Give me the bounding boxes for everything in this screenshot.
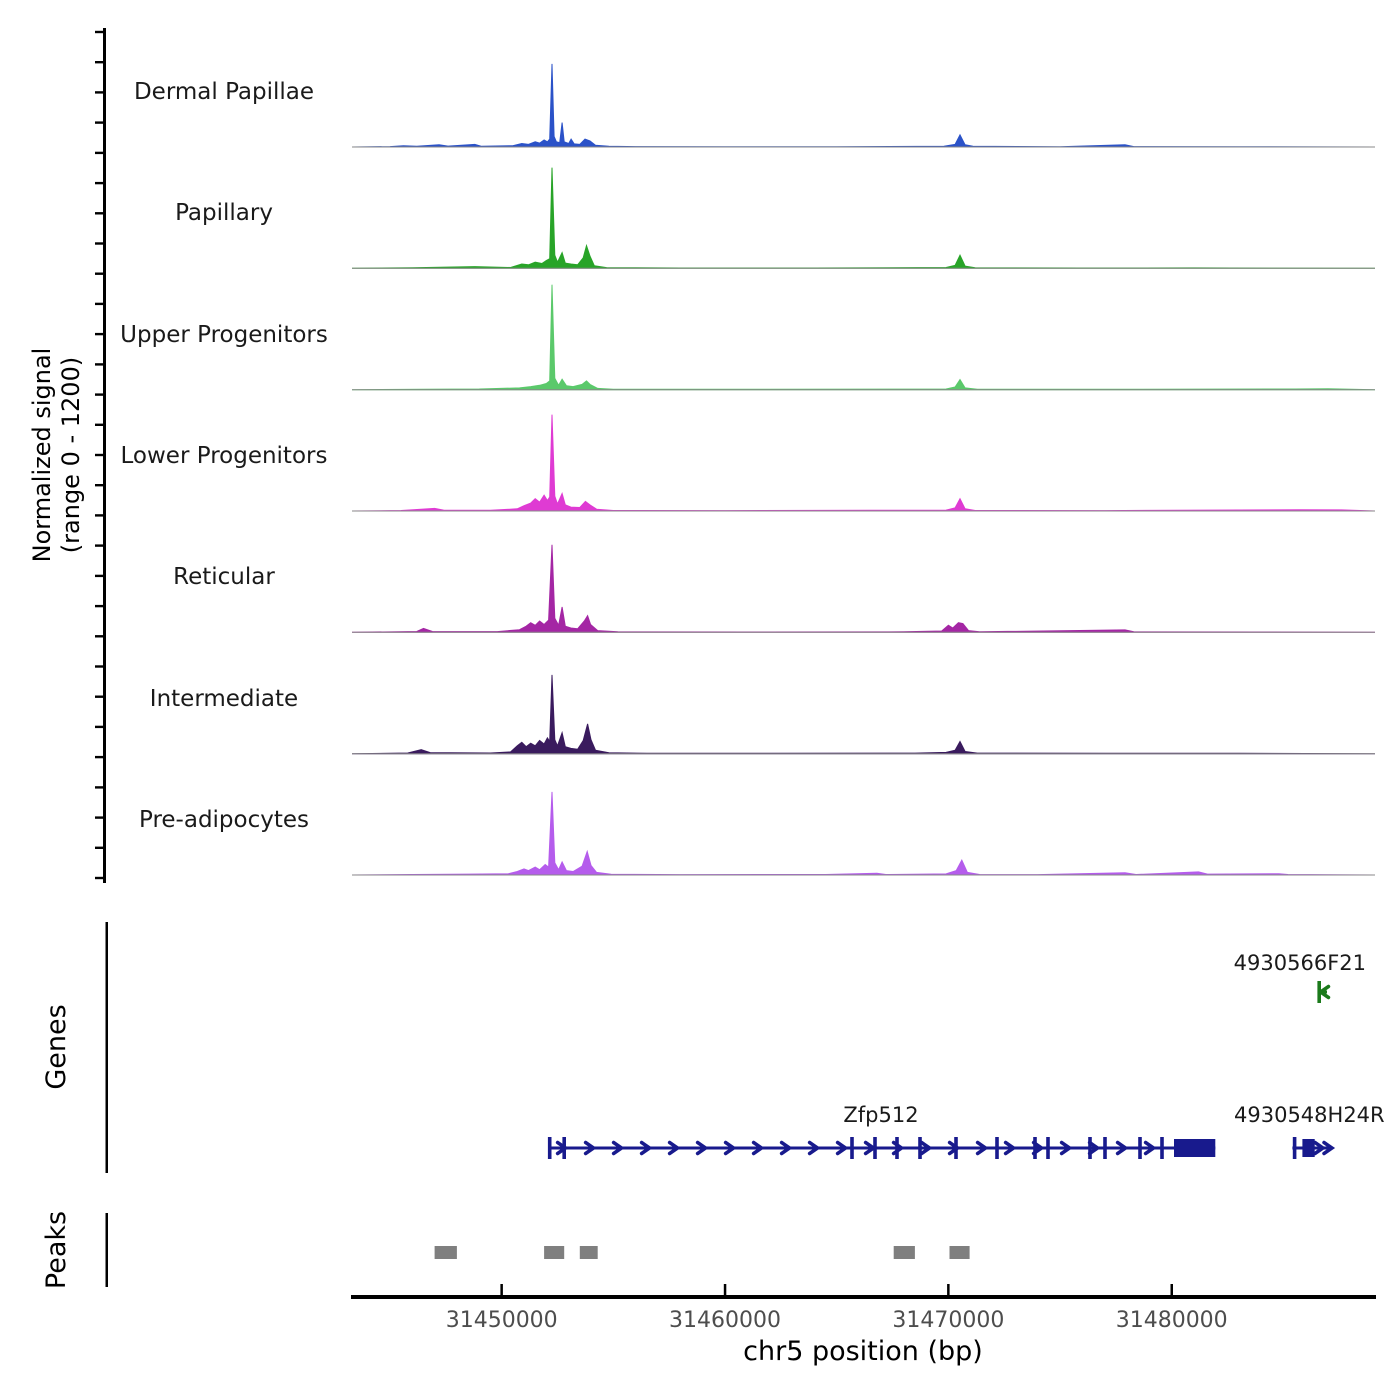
signal-axis-title-line2: (range 0 - 1200): [57, 356, 85, 554]
signal-track-dermal-papillae: [352, 64, 1375, 147]
gene-exon-bar: [548, 1137, 552, 1159]
signal-y-axis-tick: [95, 756, 103, 758]
x-axis-tick-label: 31480000: [1115, 1308, 1228, 1333]
signal-y-axis-tick: [95, 726, 103, 728]
gene-exon-bar: [918, 1137, 922, 1159]
track-label-lower-progenitors: Lower Progenitors: [120, 443, 328, 469]
track-label-papillary: Papillary: [175, 200, 273, 226]
signal-y-axis-tick: [95, 424, 103, 426]
gene-exon-bar: [1103, 1137, 1107, 1159]
signal-area: [352, 545, 1375, 633]
gene-zfp512: [548, 1103, 1215, 1159]
signal-y-axis-tick: [95, 121, 103, 123]
signal-y-axis-tick: [95, 363, 103, 365]
track-label-upper-progenitors: Upper Progenitors: [120, 322, 328, 348]
signal-axis-title-line1: Normalized signal: [28, 347, 56, 563]
signal-y-axis-tick: [95, 514, 103, 516]
x-axis-tick: [947, 1284, 950, 1295]
signal-y-axis-tick: [95, 544, 103, 546]
signal-y-axis-tick: [95, 665, 103, 667]
gene-exon-bar: [1138, 1137, 1142, 1159]
signal-y-axis-tick: [95, 847, 103, 849]
signal-axis-title: [28, 305, 88, 605]
track-label-intermediate: Intermediate: [149, 686, 299, 712]
signal-area: [352, 285, 1375, 390]
signal-y-axis-tick: [95, 393, 103, 395]
x-axis-tick: [724, 1284, 727, 1295]
gene-4930548h24r: [1234, 1103, 1385, 1159]
gene-4930566f21: [1234, 951, 1366, 1003]
signal-track-reticular: [352, 545, 1375, 633]
gene-exon-bar: [1293, 1137, 1297, 1159]
signal-area: [352, 64, 1375, 147]
x-axis-line: [351, 1295, 1376, 1299]
x-axis-tick-label: 31450000: [445, 1308, 558, 1333]
x-axis-tick: [500, 1284, 503, 1295]
signal-track-intermediate: [352, 675, 1375, 754]
peak-region: [950, 1246, 970, 1259]
track-label-dermal-papillae: Dermal Papillae: [133, 79, 315, 105]
genes-axis-line: [106, 922, 109, 1173]
peaks-section-label: Peaks: [41, 1210, 72, 1290]
track-label-pre-adipocytes: Pre-adipocytes: [138, 807, 310, 833]
signal-y-axis-tick: [95, 877, 103, 879]
gene-exon-bar: [1088, 1137, 1092, 1159]
signal-track-papillary: [352, 168, 1375, 269]
peaks-axis-line: [106, 1213, 109, 1287]
signal-track-upper-progenitors: [352, 285, 1375, 390]
gene-exon-bar: [850, 1137, 854, 1159]
signal-y-axis-tick: [95, 635, 103, 637]
signal-y-axis-tick: [95, 31, 103, 33]
signal-y-axis-tick: [95, 605, 103, 607]
signal-y-axis-tick: [95, 152, 103, 154]
signal-y-axis-tick: [95, 61, 103, 63]
signal-y-axis-tick: [95, 182, 103, 184]
signal-y-axis-tick: [95, 242, 103, 244]
gene-exon-bar: [895, 1137, 899, 1159]
signal-area: [352, 675, 1375, 754]
signal-y-axis-tick: [95, 484, 103, 486]
x-axis-tick: [1171, 1284, 1174, 1295]
signal-y-axis-tick: [95, 786, 103, 788]
signal-y-axis-tick: [95, 273, 103, 275]
gene-name-label: 4930566F21: [1233, 951, 1366, 975]
signal-area: [352, 415, 1375, 511]
gene-name-label: 4930548H24R: [1234, 1103, 1385, 1127]
peak-region: [580, 1246, 598, 1259]
peak-region: [435, 1246, 457, 1259]
gene-cds-box: [1174, 1139, 1215, 1157]
signal-area: [352, 168, 1375, 269]
gene-exon-bar: [995, 1137, 999, 1159]
gene-exon-bar: [1046, 1137, 1050, 1159]
peak-region: [894, 1246, 915, 1259]
gene-cds-box: [1302, 1139, 1314, 1157]
genes-section-label: Genes: [41, 1004, 72, 1090]
signal-track-pre-adipocytes: [352, 792, 1375, 875]
gene-name-label: Zfp512: [843, 1103, 919, 1127]
gene-exon-bar: [1033, 1137, 1037, 1159]
signal-y-axis-tick: [95, 303, 103, 305]
x-axis-tick-label: 31470000: [892, 1308, 1005, 1333]
x-axis-tick-label: 31460000: [669, 1308, 781, 1333]
x-axis-title: chr5 position (bp): [743, 1336, 983, 1367]
signal-track-lower-progenitors: [352, 415, 1375, 511]
gene-exon-bar: [1160, 1137, 1164, 1159]
signal-area: [352, 792, 1375, 875]
peak-region: [544, 1246, 564, 1259]
track-label-reticular: Reticular: [173, 564, 275, 590]
